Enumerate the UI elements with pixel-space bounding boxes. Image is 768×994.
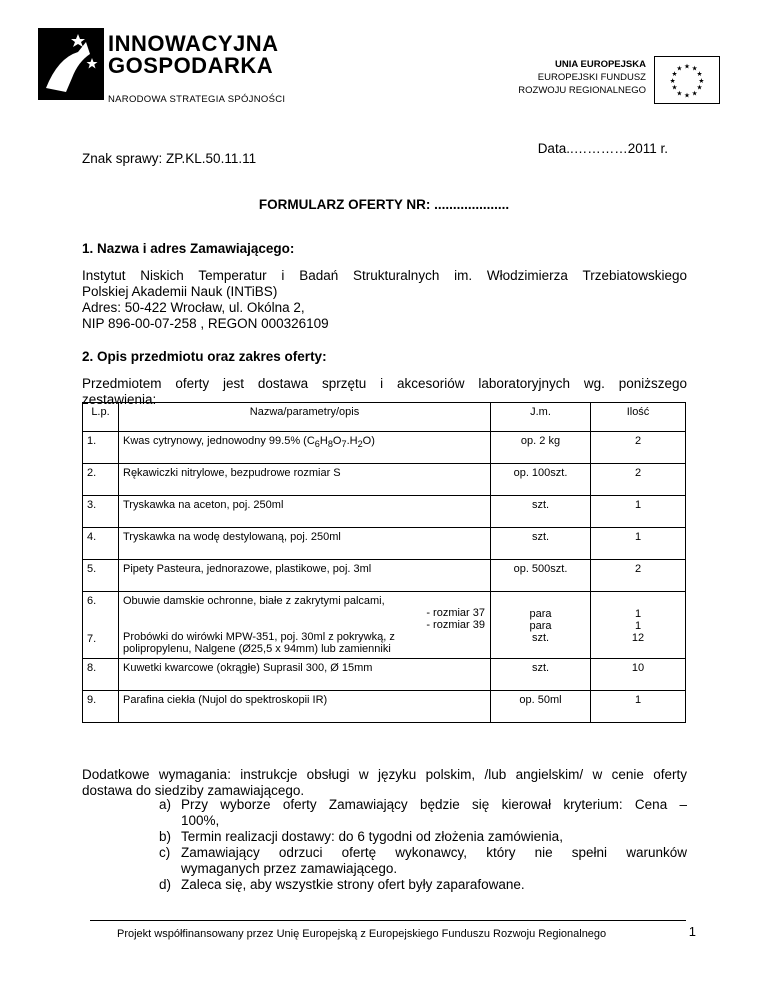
row-lp-7: 7.: [87, 633, 97, 645]
condition-marker: a): [159, 797, 172, 812]
condition-line2: 100%,: [181, 813, 220, 828]
footer-divider: [90, 920, 686, 921]
address-line4: NIP 896-00-07-258 , REGON 000326109: [82, 316, 329, 331]
items-table: [82, 402, 686, 723]
header-qty: Ilość: [591, 403, 686, 432]
condition-line1: Zamawiający odrzuci ofertę wykonawcy, który nie spełni warunków: [181, 845, 687, 860]
row-lp: 4.: [83, 528, 119, 560]
extra-line1: Dodatkowe wymagania: instrukcje obsługi w języku polskim, /lub angielskim/ w cenie oferty: [82, 767, 687, 782]
table-row: [83, 464, 686, 496]
eu-line1: UNIA EUROPEJSKA: [555, 59, 646, 70]
row-unit-6a: para: [529, 608, 552, 620]
row-lp: 5.: [83, 560, 119, 592]
row-name-text: Kwas cytrynowy, jednowodny 99.5% (C: [123, 435, 315, 447]
svg-text:★: ★: [676, 64, 683, 73]
additional-requirements: [82, 767, 687, 799]
table-row: [83, 659, 686, 691]
row-unit: op. 50ml: [491, 691, 591, 723]
condition-item: [159, 797, 687, 829]
row-unit-7: szt.: [531, 632, 550, 644]
table-row: [83, 432, 686, 464]
row-unit: op. 500szt.: [491, 560, 591, 592]
eu-line3: ROZWOJU REGIONALNEGO: [518, 85, 646, 96]
row-unit: [491, 592, 591, 659]
condition-item: [159, 877, 687, 893]
row-lp: 3.: [83, 496, 119, 528]
conditions-list: [159, 797, 687, 893]
form-title: FORMULARZ OFERTY NR: ....................: [258, 197, 510, 212]
row-lp: 2.: [83, 464, 119, 496]
row-unit-6b: para: [529, 620, 552, 632]
row-name-7b: polipropylenu, Nalgene (Ø25,5 x 94mm) lub zamienniki: [123, 643, 391, 655]
row-name: Rękawiczki nitrylowe, bezpudrowe rozmiar S: [119, 464, 491, 496]
svg-text:★: ★: [676, 89, 683, 98]
row-qty: 2: [591, 432, 686, 464]
logo-line1: INNOWACYJNA: [108, 31, 279, 56]
row-qty: 1: [591, 528, 686, 560]
intro-line1: Przedmiotem oferty jest dostawa sprzętu i akcesoriów laboratoryjnych wg. poniższego: [82, 376, 687, 391]
svg-text:★: ★: [691, 64, 698, 73]
row-name: Parafina ciekła (Nujol do spektroskopii IR): [119, 691, 491, 723]
header-name: Nazwa/parametry/opis: [119, 403, 491, 432]
header-unit: J.m.: [491, 403, 591, 432]
row-name: Kuwetki kwarcowe (okrągłe) Suprasil 300, Ø 15mm: [119, 659, 491, 691]
svg-text:★: ★: [691, 89, 698, 98]
logo-mark-icon: [38, 28, 104, 100]
table-row: [83, 560, 686, 592]
row-sub-39: - rozmiar 39: [426, 619, 485, 631]
row-qty: 1: [591, 691, 686, 723]
row-qty: [591, 592, 686, 659]
row-lp: 9.: [83, 691, 119, 723]
table-row: [83, 496, 686, 528]
condition-marker: b): [159, 829, 172, 844]
address-line3: Adres: 50-422 Wrocław, ul. Okólna 2,: [82, 300, 305, 315]
row-qty: 2: [591, 560, 686, 592]
row-name: [119, 592, 491, 659]
row-lp: 8.: [83, 659, 119, 691]
case-reference: Znak sprawy: ZP.KL.50.11.11: [82, 151, 257, 166]
row-qty: 2: [591, 464, 686, 496]
svg-text:★: ★: [696, 70, 703, 79]
row-sub-37: - rozmiar 37: [426, 607, 485, 619]
row-unit: szt.: [491, 659, 591, 691]
row-unit: op. 2 kg: [491, 432, 591, 464]
svg-text:★: ★: [671, 70, 678, 79]
eu-logo: [510, 56, 720, 104]
condition-marker: d): [159, 877, 172, 892]
condition-line1: Termin realizacji dostawy: do 6 tygodni od złożenia zamówienia,: [181, 829, 563, 844]
table-header-row: [83, 403, 686, 432]
eu-line2: EUROPEJSKI FUNDUSZ: [537, 72, 646, 83]
row-unit: szt.: [491, 528, 591, 560]
row-unit: op. 100szt.: [491, 464, 591, 496]
row-qty-7: 12: [631, 632, 645, 644]
condition-line1: Zaleca się, aby wszystkie strony ofert były zaparafowane.: [181, 877, 525, 892]
row-lp: [83, 592, 119, 659]
row-name-7: Probówki do wirówki MPW-351, poj. 30ml z pokrywką, z: [123, 631, 395, 643]
section1-heading: 1. Nazwa i adres Zamawiającego:: [82, 241, 295, 256]
address-line2: Polskiej Akademii Nauk (INTiBS): [82, 284, 278, 299]
header-lp: L.p.: [83, 403, 119, 432]
orderer-address: [82, 268, 687, 332]
row-name: Tryskawka na wodę destylowaną, poj. 250ml: [119, 528, 491, 560]
row-qty: 10: [591, 659, 686, 691]
svg-text:★: ★: [698, 76, 705, 85]
condition-marker: c): [159, 845, 171, 860]
footer-text: Projekt współfinansowany przez Unię Europejską z Europejskiego Funduszu Rozwoju Regionalnego: [117, 928, 607, 940]
svg-text:★: ★: [669, 76, 676, 85]
row-qty-6b: 1: [634, 620, 642, 632]
table-row: [83, 528, 686, 560]
formula-tail: $_6H_8O_7.H_2O$): [314, 435, 375, 450]
eu-flag-icon: [654, 56, 720, 104]
intro-line2: zestawienia:: [82, 392, 157, 407]
row-qty-6a: 1: [634, 608, 642, 620]
table-row: [83, 592, 686, 659]
extra-line2: dostawa do siedziby zamawiającego.: [82, 783, 305, 798]
svg-text:★: ★: [684, 62, 690, 71]
row-name: [119, 432, 491, 464]
svg-text:★: ★: [696, 83, 703, 92]
row-lp: 1.: [83, 432, 119, 464]
svg-text:★: ★: [671, 83, 678, 92]
condition-item: [159, 829, 687, 845]
row-qty: 1: [591, 496, 686, 528]
condition-line2: wymaganych przez zamawiającego.: [181, 861, 398, 876]
eu-text: [518, 58, 646, 97]
table-row: [83, 691, 686, 723]
section2-heading: 2. Opis przedmiotu oraz zakres oferty:: [82, 349, 327, 364]
row-unit: szt.: [491, 496, 591, 528]
date-line: Data..…………2011 r.: [537, 141, 668, 156]
page-number: 1: [688, 924, 696, 939]
row-name: Tryskawka na aceton, poj. 250ml: [119, 496, 491, 528]
row-name: Pipety Pasteura, jednorazowe, plastikowe, poj. 3ml: [119, 560, 491, 592]
logo-line2: GOSPODARKA: [108, 53, 274, 78]
condition-line1: Przy wyborze oferty Zamawiający będzie się kierował kryterium: Cena –: [181, 797, 687, 812]
row-lp-6: 6.: [87, 595, 97, 607]
row-name-6: Obuwie damskie ochronne, białe z zakrytymi palcami,: [123, 595, 385, 607]
condition-item: [159, 845, 687, 877]
address-line1: Instytut Niskich Temperatur i Badań Strukturalnych im. Włodzimierza Trzebiatowskiego: [82, 268, 687, 283]
innowacyjna-gospodarka-logo: [38, 28, 298, 108]
logo-line3: NARODOWA STRATEGIA SPÓJNOŚCI: [108, 94, 286, 105]
svg-text:★: ★: [684, 91, 690, 100]
